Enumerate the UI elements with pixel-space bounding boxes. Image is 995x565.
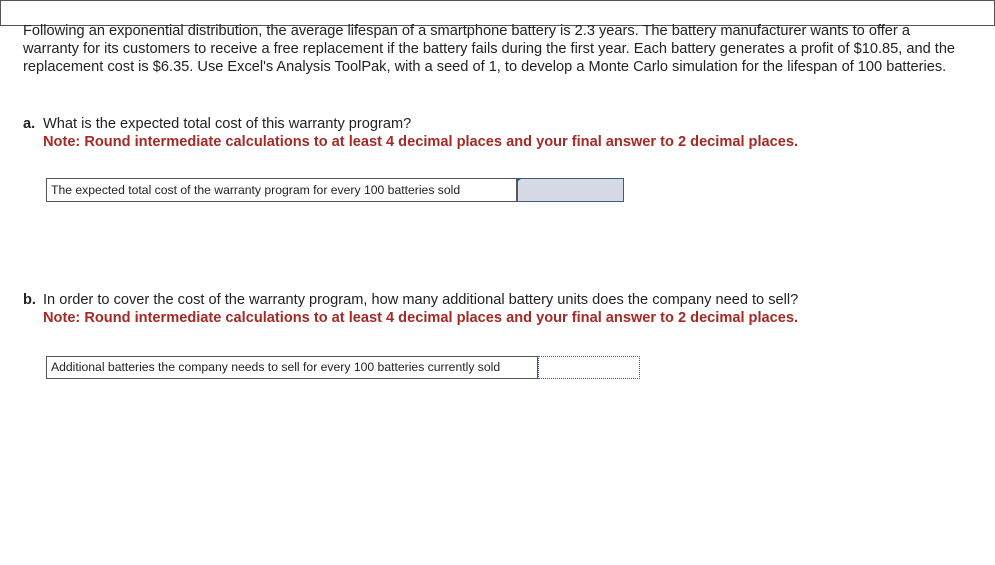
answer-a-flag-icon	[517, 178, 522, 182]
question-a-text: What is the expected total cost of this warranty program?	[43, 116, 412, 132]
question-a	[23, 115, 963, 151]
question-b-note: Note: Round intermediate calculations to at least 4 decimal places and your final answer to 2 decimal places.	[43, 310, 799, 326]
problem-statement: Following an exponential distribution, the average lifespan of a smartphone battery is 2.3 years. The battery manufacturer wants to offer a warranty for its customers to receive a free replacement if the battery fails during the first year. Each battery generates a profit of $10.85, and the replacement cost is $6.35. Use Excel's Analysis ToolPak, with a seed of 1, to develop a Monte Carlo simulation for the lifespan of 100 batteries.	[23, 23, 956, 76]
answer-a-label: The expected total cost of the warranty program for every 100 batteries sold	[47, 179, 517, 201]
question-b	[23, 291, 963, 327]
question-b-letter: b.	[23, 292, 36, 308]
answer-a-input[interactable]	[517, 178, 624, 202]
question-a-note: Note: Round intermediate calculations to at least 4 decimal places and your final answer to 2 decimal places.	[43, 134, 799, 150]
answer-b-label: Additional batteries the company needs to sell for every 100 batteries currently sold	[46, 356, 538, 379]
answer-row-b	[46, 356, 640, 379]
question-b-text: In order to cover the cost of the warranty program, how many additional battery units does the company need to sell?	[43, 292, 799, 308]
answer-b-input[interactable]	[538, 356, 640, 379]
question-a-letter: a.	[23, 116, 36, 132]
answer-row-a	[46, 178, 624, 202]
